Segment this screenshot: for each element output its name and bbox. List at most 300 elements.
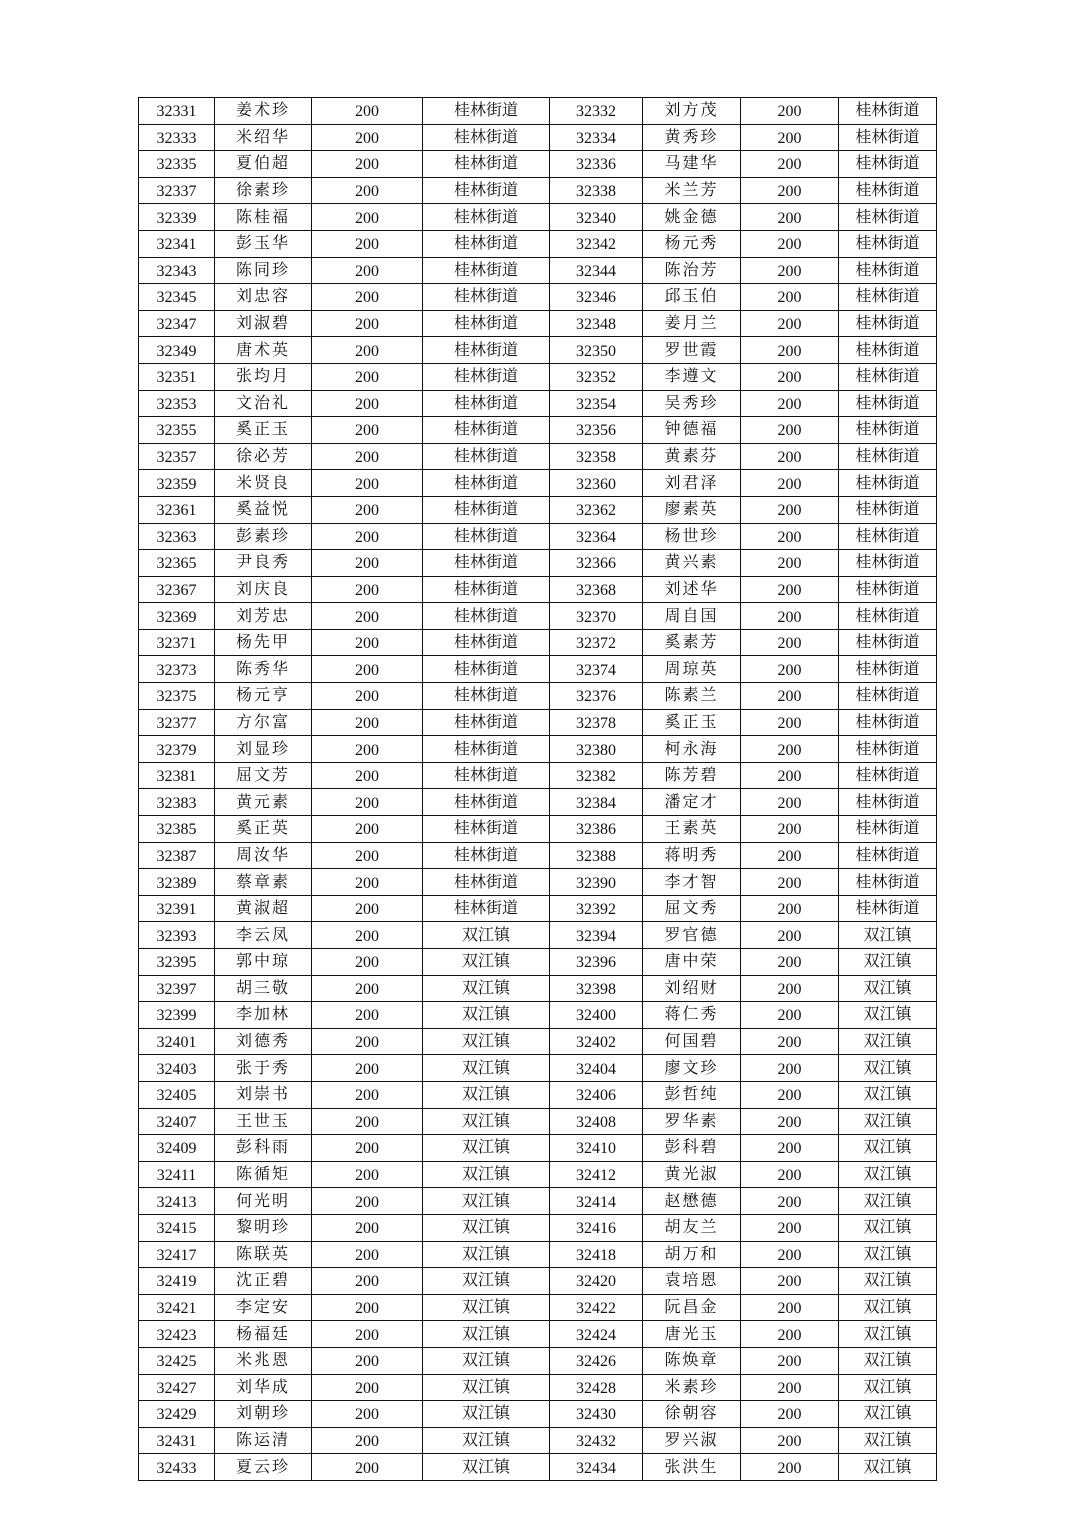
amount-cell: 200: [741, 869, 839, 896]
serial-number-cell: 32365: [139, 550, 215, 577]
serial-number-cell: 32345: [139, 284, 215, 311]
serial-number-cell: 32355: [139, 417, 215, 444]
person-name-cell: 罗华素: [643, 1108, 741, 1135]
amount-cell: 200: [741, 124, 839, 151]
district-cell: 桂林街道: [839, 363, 937, 390]
person-name-cell: 潘定才: [643, 789, 741, 816]
district-cell: 桂林街道: [839, 98, 937, 125]
district-cell: 双江镇: [423, 1321, 550, 1348]
table-row: [139, 975, 937, 1002]
table-row: [139, 816, 937, 843]
district-cell: 桂林街道: [423, 683, 550, 710]
amount-cell: 200: [741, 789, 839, 816]
table-row: [139, 1055, 937, 1082]
district-cell: 桂林街道: [839, 151, 937, 178]
table-row: [139, 656, 937, 683]
person-name-cell: 奚正玉: [643, 709, 741, 736]
table-row: [139, 762, 937, 789]
serial-number-cell: 32364: [550, 523, 643, 550]
person-name-cell: 彭素珍: [215, 523, 312, 550]
serial-number-cell: 32417: [139, 1241, 215, 1268]
district-cell: 桂林街道: [423, 496, 550, 523]
table-row: [139, 709, 937, 736]
person-name-cell: 米兰芳: [643, 177, 741, 204]
amount-cell: 200: [312, 1241, 423, 1268]
district-cell: 双江镇: [423, 1028, 550, 1055]
amount-cell: 200: [741, 656, 839, 683]
serial-number-cell: 32375: [139, 683, 215, 710]
district-cell: 双江镇: [423, 1135, 550, 1162]
person-name-cell: 唐术英: [215, 337, 312, 364]
district-cell: 桂林街道: [423, 709, 550, 736]
amount-cell: 200: [312, 1454, 423, 1481]
district-cell: 桂林街道: [839, 443, 937, 470]
serial-number-cell: 32373: [139, 656, 215, 683]
amount-cell: 200: [741, 257, 839, 284]
person-name-cell: 奚益悦: [215, 496, 312, 523]
amount-cell: 200: [312, 629, 423, 656]
person-name-cell: 奚素芳: [643, 629, 741, 656]
district-cell: 桂林街道: [423, 124, 550, 151]
person-name-cell: 袁培恩: [643, 1268, 741, 1295]
district-cell: 桂林街道: [839, 417, 937, 444]
district-cell: 双江镇: [839, 1374, 937, 1401]
serial-number-cell: 32394: [550, 922, 643, 949]
district-cell: 双江镇: [839, 1401, 937, 1428]
district-cell: 桂林街道: [839, 709, 937, 736]
district-cell: 桂林街道: [423, 151, 550, 178]
person-name-cell: 米素珍: [643, 1374, 741, 1401]
serial-number-cell: 32334: [550, 124, 643, 151]
person-name-cell: 刘述华: [643, 576, 741, 603]
serial-number-cell: 32404: [550, 1055, 643, 1082]
person-name-cell: 陈焕章: [643, 1347, 741, 1374]
table-row: [139, 1294, 937, 1321]
person-name-cell: 李加林: [215, 1002, 312, 1029]
amount-cell: 200: [741, 1135, 839, 1162]
serial-number-cell: 32384: [550, 789, 643, 816]
person-name-cell: 罗兴淑: [643, 1427, 741, 1454]
person-name-cell: 姜月兰: [643, 310, 741, 337]
serial-number-cell: 32344: [550, 257, 643, 284]
amount-cell: 200: [312, 1268, 423, 1295]
district-cell: 双江镇: [423, 1161, 550, 1188]
person-name-cell: 米贤良: [215, 470, 312, 497]
serial-number-cell: 32340: [550, 204, 643, 231]
serial-number-cell: 32413: [139, 1188, 215, 1215]
serial-number-cell: 32349: [139, 337, 215, 364]
district-cell: 双江镇: [423, 922, 550, 949]
person-name-cell: 李定安: [215, 1294, 312, 1321]
person-name-cell: 彭科碧: [643, 1135, 741, 1162]
amount-cell: 200: [312, 736, 423, 763]
amount-cell: 200: [741, 1002, 839, 1029]
serial-number-cell: 32416: [550, 1214, 643, 1241]
serial-number-cell: 32408: [550, 1108, 643, 1135]
amount-cell: 200: [741, 1401, 839, 1428]
district-cell: 双江镇: [423, 1081, 550, 1108]
person-name-cell: 罗世霞: [643, 337, 741, 364]
district-cell: 桂林街道: [839, 736, 937, 763]
serial-number-cell: 32351: [139, 363, 215, 390]
amount-cell: 200: [741, 98, 839, 125]
table-row: [139, 1401, 937, 1428]
district-cell: 桂林街道: [839, 257, 937, 284]
district-cell: 桂林街道: [839, 230, 937, 257]
district-cell: 桂林街道: [423, 284, 550, 311]
person-name-cell: 屈文秀: [643, 895, 741, 922]
table-row: [139, 417, 937, 444]
district-cell: 桂林街道: [423, 736, 550, 763]
amount-cell: 200: [312, 470, 423, 497]
district-cell: 双江镇: [423, 1294, 550, 1321]
table-row: [139, 496, 937, 523]
district-cell: 桂林街道: [839, 470, 937, 497]
district-cell: 双江镇: [839, 1161, 937, 1188]
district-cell: 桂林街道: [839, 496, 937, 523]
serial-number-cell: 32415: [139, 1214, 215, 1241]
person-name-cell: 姜术珍: [215, 98, 312, 125]
district-cell: 双江镇: [839, 1268, 937, 1295]
district-cell: 双江镇: [423, 949, 550, 976]
person-name-cell: 奚正玉: [215, 417, 312, 444]
serial-number-cell: 32368: [550, 576, 643, 603]
person-name-cell: 陈同珍: [215, 257, 312, 284]
table-body: [139, 98, 937, 1481]
serial-number-cell: 32337: [139, 177, 215, 204]
person-name-cell: 何光明: [215, 1188, 312, 1215]
amount-cell: 200: [312, 550, 423, 577]
subsidy-roster-table: [138, 97, 937, 1481]
person-name-cell: 罗官德: [643, 922, 741, 949]
serial-number-cell: 32396: [550, 949, 643, 976]
district-cell: 桂林街道: [423, 470, 550, 497]
serial-number-cell: 32400: [550, 1002, 643, 1029]
amount-cell: 200: [312, 709, 423, 736]
table-row: [139, 1321, 937, 1348]
serial-number-cell: 32381: [139, 762, 215, 789]
person-name-cell: 夏伯超: [215, 151, 312, 178]
person-name-cell: 彭玉华: [215, 230, 312, 257]
table-row: [139, 98, 937, 125]
district-cell: 双江镇: [839, 1294, 937, 1321]
amount-cell: 200: [741, 816, 839, 843]
person-name-cell: 陈素兰: [643, 683, 741, 710]
serial-number-cell: 32359: [139, 470, 215, 497]
table-row: [139, 284, 937, 311]
district-cell: 桂林街道: [423, 895, 550, 922]
amount-cell: 200: [741, 1294, 839, 1321]
serial-number-cell: 32333: [139, 124, 215, 151]
table-row: [139, 204, 937, 231]
table-row: [139, 1427, 937, 1454]
amount-cell: 200: [312, 496, 423, 523]
person-name-cell: 沈正碧: [215, 1268, 312, 1295]
serial-number-cell: 32418: [550, 1241, 643, 1268]
amount-cell: 200: [741, 550, 839, 577]
person-name-cell: 米兆恩: [215, 1347, 312, 1374]
person-name-cell: 徐必芳: [215, 443, 312, 470]
serial-number-cell: 32411: [139, 1161, 215, 1188]
person-name-cell: 蔡章素: [215, 869, 312, 896]
amount-cell: 200: [312, 1108, 423, 1135]
district-cell: 双江镇: [839, 1427, 937, 1454]
serial-number-cell: 32374: [550, 656, 643, 683]
person-name-cell: 彭科雨: [215, 1135, 312, 1162]
district-cell: 桂林街道: [423, 842, 550, 869]
amount-cell: 200: [741, 922, 839, 949]
person-name-cell: 屈文芳: [215, 762, 312, 789]
district-cell: 双江镇: [423, 975, 550, 1002]
district-cell: 桂林街道: [423, 204, 550, 231]
person-name-cell: 夏云珍: [215, 1454, 312, 1481]
district-cell: 桂林街道: [839, 789, 937, 816]
table-row: [139, 842, 937, 869]
amount-cell: 200: [741, 443, 839, 470]
table-row: [139, 550, 937, 577]
table-row: [139, 230, 937, 257]
amount-cell: 200: [312, 1294, 423, 1321]
person-name-cell: 胡万和: [643, 1241, 741, 1268]
person-name-cell: 刘德秀: [215, 1028, 312, 1055]
district-cell: 桂林街道: [423, 576, 550, 603]
person-name-cell: 马建华: [643, 151, 741, 178]
person-name-cell: 何国碧: [643, 1028, 741, 1055]
table-row: [139, 1454, 937, 1481]
district-cell: 桂林街道: [423, 177, 550, 204]
district-cell: 桂林街道: [839, 124, 937, 151]
person-name-cell: 张均月: [215, 363, 312, 390]
person-name-cell: 吴秀珍: [643, 390, 741, 417]
amount-cell: 200: [741, 709, 839, 736]
person-name-cell: 阮昌金: [643, 1294, 741, 1321]
amount-cell: 200: [312, 1081, 423, 1108]
person-name-cell: 黎明珍: [215, 1214, 312, 1241]
district-cell: 双江镇: [839, 1454, 937, 1481]
district-cell: 桂林街道: [839, 523, 937, 550]
serial-number-cell: 32370: [550, 603, 643, 630]
person-name-cell: 陈联英: [215, 1241, 312, 1268]
amount-cell: 200: [741, 1321, 839, 1348]
serial-number-cell: 32383: [139, 789, 215, 816]
serial-number-cell: 32336: [550, 151, 643, 178]
amount-cell: 200: [312, 949, 423, 976]
amount-cell: 200: [312, 124, 423, 151]
amount-cell: 200: [741, 284, 839, 311]
person-name-cell: 姚金德: [643, 204, 741, 231]
person-name-cell: 陈运清: [215, 1427, 312, 1454]
person-name-cell: 杨世珍: [643, 523, 741, 550]
amount-cell: 200: [312, 230, 423, 257]
serial-number-cell: 32360: [550, 470, 643, 497]
district-cell: 双江镇: [839, 1108, 937, 1135]
person-name-cell: 徐朝容: [643, 1401, 741, 1428]
serial-number-cell: 32342: [550, 230, 643, 257]
district-cell: 双江镇: [839, 1214, 937, 1241]
serial-number-cell: 32366: [550, 550, 643, 577]
person-name-cell: 唐中荣: [643, 949, 741, 976]
person-name-cell: 黄淑超: [215, 895, 312, 922]
amount-cell: 200: [312, 1188, 423, 1215]
amount-cell: 200: [312, 257, 423, 284]
district-cell: 桂林街道: [423, 629, 550, 656]
serial-number-cell: 32387: [139, 842, 215, 869]
serial-number-cell: 32427: [139, 1374, 215, 1401]
serial-number-cell: 32361: [139, 496, 215, 523]
serial-number-cell: 32371: [139, 629, 215, 656]
amount-cell: 200: [312, 417, 423, 444]
serial-number-cell: 32352: [550, 363, 643, 390]
table-row: [139, 576, 937, 603]
amount-cell: 200: [312, 1161, 423, 1188]
serial-number-cell: 32335: [139, 151, 215, 178]
person-name-cell: 邱玉伯: [643, 284, 741, 311]
person-name-cell: 刘显珍: [215, 736, 312, 763]
district-cell: 双江镇: [423, 1347, 550, 1374]
district-cell: 桂林街道: [423, 98, 550, 125]
amount-cell: 200: [312, 922, 423, 949]
serial-number-cell: 32423: [139, 1321, 215, 1348]
person-name-cell: 刘崇书: [215, 1081, 312, 1108]
serial-number-cell: 32367: [139, 576, 215, 603]
serial-number-cell: 32379: [139, 736, 215, 763]
person-name-cell: 李遵文: [643, 363, 741, 390]
serial-number-cell: 32429: [139, 1401, 215, 1428]
district-cell: 桂林街道: [423, 417, 550, 444]
amount-cell: 200: [741, 1454, 839, 1481]
district-cell: 桂林街道: [839, 390, 937, 417]
amount-cell: 200: [741, 762, 839, 789]
serial-number-cell: 32354: [550, 390, 643, 417]
table-row: [139, 470, 937, 497]
table-row: [139, 1161, 937, 1188]
person-name-cell: 彭哲纯: [643, 1081, 741, 1108]
person-name-cell: 黄秀珍: [643, 124, 741, 151]
person-name-cell: 米绍华: [215, 124, 312, 151]
amount-cell: 200: [741, 736, 839, 763]
serial-number-cell: 32402: [550, 1028, 643, 1055]
district-cell: 双江镇: [839, 1241, 937, 1268]
amount-cell: 200: [741, 1055, 839, 1082]
district-cell: 桂林街道: [423, 789, 550, 816]
person-name-cell: 方尔富: [215, 709, 312, 736]
district-cell: 双江镇: [423, 1401, 550, 1428]
serial-number-cell: 32405: [139, 1081, 215, 1108]
serial-number-cell: 32362: [550, 496, 643, 523]
person-name-cell: 唐光玉: [643, 1321, 741, 1348]
district-cell: 双江镇: [423, 1427, 550, 1454]
amount-cell: 200: [312, 1374, 423, 1401]
district-cell: 桂林街道: [839, 683, 937, 710]
serial-number-cell: 32401: [139, 1028, 215, 1055]
person-name-cell: 陈桂福: [215, 204, 312, 231]
district-cell: 双江镇: [839, 1347, 937, 1374]
amount-cell: 200: [741, 603, 839, 630]
person-name-cell: 徐素珍: [215, 177, 312, 204]
serial-number-cell: 32385: [139, 816, 215, 843]
district-cell: 桂林街道: [839, 603, 937, 630]
serial-number-cell: 32422: [550, 1294, 643, 1321]
table-row: [139, 310, 937, 337]
serial-number-cell: 32386: [550, 816, 643, 843]
district-cell: 双江镇: [423, 1108, 550, 1135]
person-name-cell: 奚正英: [215, 816, 312, 843]
person-name-cell: 王世玉: [215, 1108, 312, 1135]
amount-cell: 200: [741, 523, 839, 550]
amount-cell: 200: [312, 310, 423, 337]
amount-cell: 200: [312, 1427, 423, 1454]
serial-number-cell: 32377: [139, 709, 215, 736]
person-name-cell: 陈芳碧: [643, 762, 741, 789]
amount-cell: 200: [312, 869, 423, 896]
table-row: [139, 1188, 937, 1215]
person-name-cell: 刘淑碧: [215, 310, 312, 337]
table-row: [139, 683, 937, 710]
table-row: [139, 1214, 937, 1241]
serial-number-cell: 32406: [550, 1081, 643, 1108]
person-name-cell: 廖素英: [643, 496, 741, 523]
serial-number-cell: 32363: [139, 523, 215, 550]
amount-cell: 200: [312, 683, 423, 710]
serial-number-cell: 32353: [139, 390, 215, 417]
amount-cell: 200: [312, 523, 423, 550]
district-cell: 桂林街道: [839, 869, 937, 896]
person-name-cell: 陈秀华: [215, 656, 312, 683]
amount-cell: 200: [312, 1214, 423, 1241]
table-row: [139, 257, 937, 284]
district-cell: 桂林街道: [423, 816, 550, 843]
district-cell: 桂林街道: [839, 842, 937, 869]
table-row: [139, 1347, 937, 1374]
person-name-cell: 周汝华: [215, 842, 312, 869]
amount-cell: 200: [312, 390, 423, 417]
district-cell: 桂林街道: [423, 523, 550, 550]
serial-number-cell: 32434: [550, 1454, 643, 1481]
person-name-cell: 刘芳忠: [215, 603, 312, 630]
serial-number-cell: 32403: [139, 1055, 215, 1082]
amount-cell: 200: [312, 443, 423, 470]
amount-cell: 200: [741, 683, 839, 710]
amount-cell: 200: [741, 1081, 839, 1108]
amount-cell: 200: [741, 310, 839, 337]
amount-cell: 200: [312, 1347, 423, 1374]
table-row: [139, 949, 937, 976]
serial-number-cell: 32338: [550, 177, 643, 204]
person-name-cell: 郭中琼: [215, 949, 312, 976]
table-row: [139, 1374, 937, 1401]
district-cell: 双江镇: [423, 1188, 550, 1215]
district-cell: 桂林街道: [839, 895, 937, 922]
amount-cell: 200: [312, 816, 423, 843]
serial-number-cell: 32378: [550, 709, 643, 736]
district-cell: 双江镇: [839, 1055, 937, 1082]
serial-number-cell: 32430: [550, 1401, 643, 1428]
district-cell: 桂林街道: [839, 337, 937, 364]
district-cell: 桂林街道: [839, 310, 937, 337]
person-name-cell: 刘庆良: [215, 576, 312, 603]
serial-number-cell: 32380: [550, 736, 643, 763]
serial-number-cell: 32432: [550, 1427, 643, 1454]
amount-cell: 200: [741, 1028, 839, 1055]
person-name-cell: 陈循矩: [215, 1161, 312, 1188]
serial-number-cell: 32421: [139, 1294, 215, 1321]
amount-cell: 200: [312, 975, 423, 1002]
serial-number-cell: 32388: [550, 842, 643, 869]
table-row: [139, 1241, 937, 1268]
serial-number-cell: 32358: [550, 443, 643, 470]
amount-cell: 200: [741, 230, 839, 257]
serial-number-cell: 32331: [139, 98, 215, 125]
